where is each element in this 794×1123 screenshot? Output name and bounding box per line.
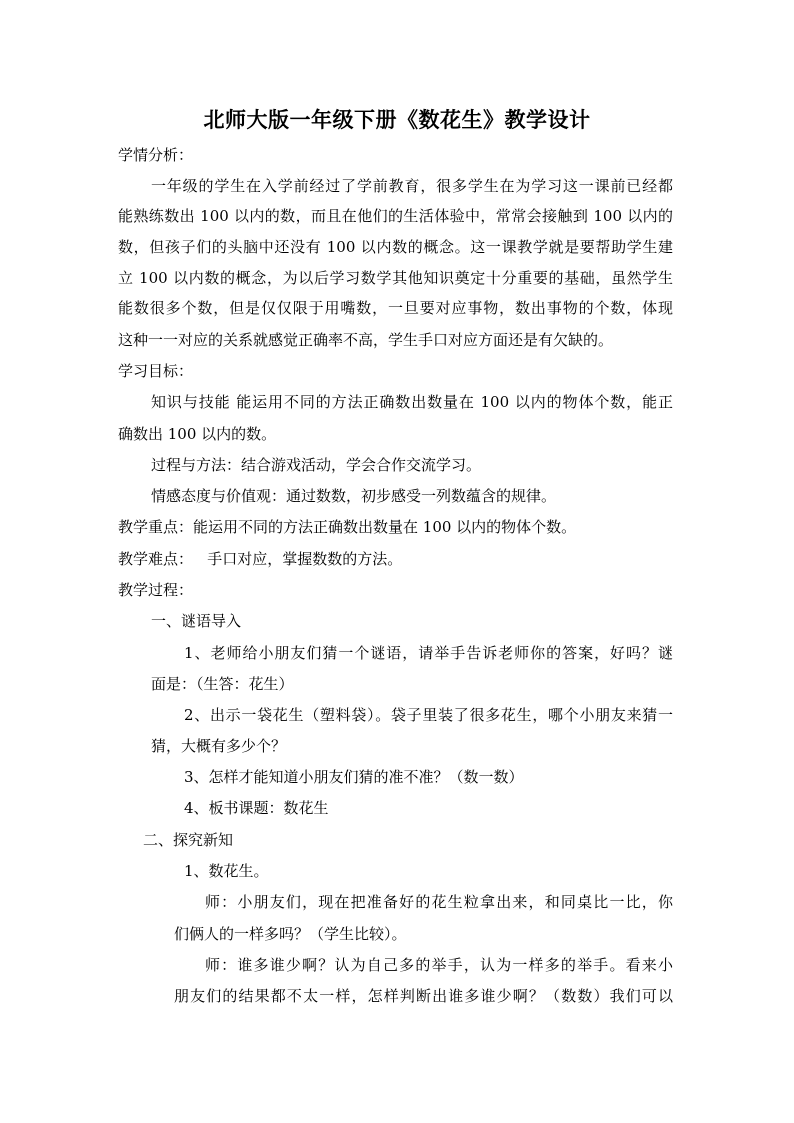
paragraph-line: 师：小朋友们，现在把准备好的花生粒拿出来，和同桌比一比，你 [205,893,673,911]
paragraph-line: 1、老师给小朋友们猜一个谜语，请举手告诉老师你的答案，好吗？谜 [184,644,673,662]
paragraph-line: 1、数花生。 [184,862,269,880]
paragraph-line: 3、怎样才能知道小朋友们猜的准不准？（数一数） [184,768,524,786]
paragraph-line: 知识与技能 能运用不同的方法正确数出数量在 100 以内的物体个数，能正 [151,393,673,411]
paragraph-line: 猜，大概有多少个？ [151,737,287,755]
subsection-heading: 一、谜语导入 [151,612,242,630]
paragraph-line: 能数很多个数，但是仅仅限于用嘴数，一旦要对应事物，数出事物的个数，体现 [118,299,673,317]
paragraph-line: 确数出 100 以内的数。 [118,425,277,443]
subsection-heading: 二、探究新知 [143,831,234,849]
paragraph-line: 这种一一对应的关系就感觉正确率不高，学生手口对应方面还是有欠缺的。 [118,331,614,349]
paragraph-line: 数，但孩子们的头脑中还没有 100 以内数的概念。这一课教学就是要帮助学生建 [118,238,673,256]
paragraph-line: 一年级的学生在入学前经过了学前教育，很多学生在为学习这一课前已经都 [151,177,673,195]
section-heading: 教学过程： [118,581,194,599]
paragraph-line: 教学难点： 手口对应，掌握数数的方法。 [118,550,403,568]
paragraph-line: 教学重点：能运用不同的方法正确数出数量在 100 以内的物体个数。 [118,518,577,536]
paragraph-line: 面是：（生答：花生） [151,675,294,693]
page-title: 北师大版一年级下册《数花生》教学设计 [203,107,591,132]
paragraph-line: 立 100 以内数的概念，为以后学习数学其他知识奠定十分重要的基础，虽然学生 [118,269,673,287]
paragraph-line: 情感态度与价值观：通过数数，初步感受一列数蕴含的规律。 [151,487,557,505]
section-heading: 学习目标： [118,362,194,380]
paragraph-line: 们俩人的一样多吗？（学生比较）。 [174,925,407,943]
paragraph-line: 过程与方法：结合游戏活动，学会合作交流学习。 [151,456,482,474]
paragraph-line: 2、出示一袋花生（塑料袋）。袋子里装了很多花生，哪个小朋友来猜一 [184,706,673,724]
paragraph-line: 师：谁多谁少啊？认为自己多的举手，认为一样多的举手。看来小 [205,956,673,974]
paragraph-line: 4、板书课题：数花生 [184,799,329,817]
paragraph-line: 朋友们的结果都不太一样，怎样判断出谁多谁少啊？（数数）我们可以 [174,987,673,1005]
paragraph-line: 学情分析： [118,146,194,164]
paragraph-line: 能熟练数出 100 以内的数，而且在他们的生活体验中，常常会接触到 100 以内的 [118,207,673,225]
